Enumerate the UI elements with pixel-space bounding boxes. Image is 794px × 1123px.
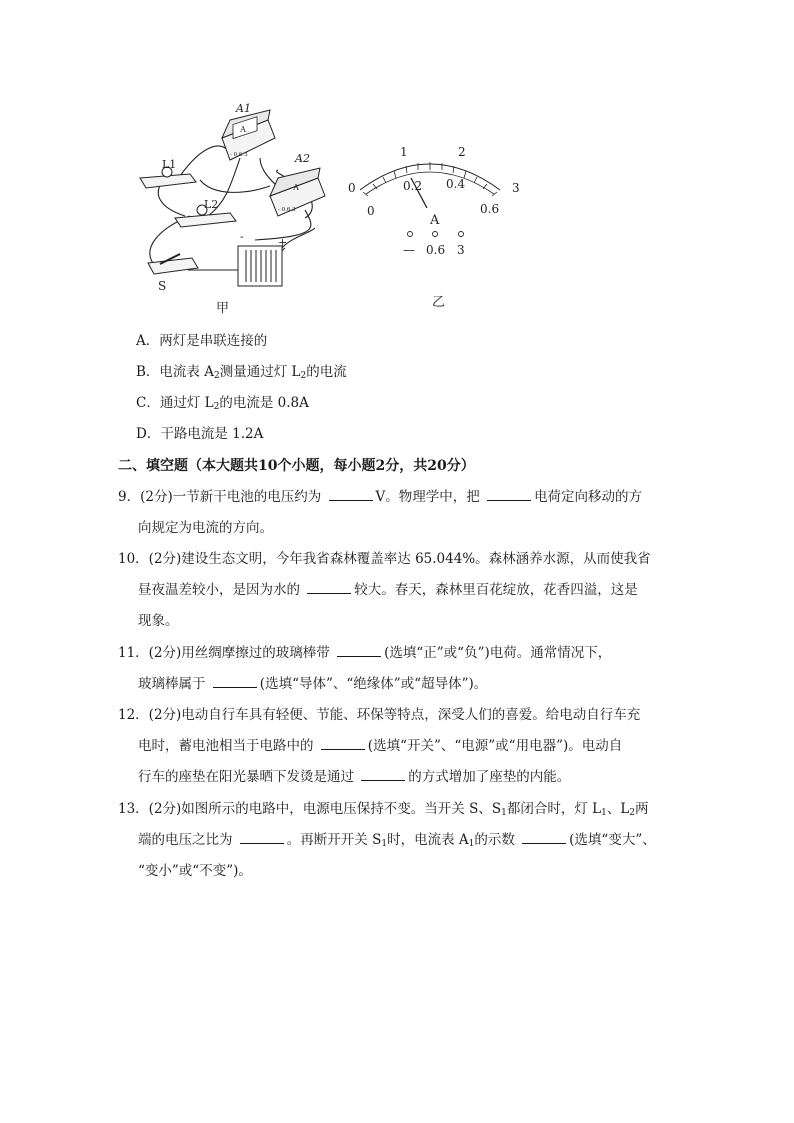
- q13-sub: 1: [601, 808, 607, 818]
- q12-text: (选填“开关”、“电源”或“用电器”)。电动自: [367, 738, 623, 754]
- q12-text: 12．(2分)电动自行车具有轻便、节能、环保等特点，深受人们的喜爱。给电动自行车充: [118, 707, 641, 723]
- caption-right: 乙: [432, 295, 446, 310]
- answer-blank[interactable]: [361, 766, 405, 781]
- q12-text: 行车的座垫在阳光暴晒下发烫是通过: [138, 769, 354, 785]
- option-d[interactable]: [136, 423, 347, 454]
- q9-text: V。物理学中，把: [375, 489, 480, 505]
- ammeter-a2-face-letter: A: [293, 183, 299, 192]
- option-b-text: B．电流表 A: [136, 364, 214, 380]
- section-title: 二、填空题（本大题共10个小题，每小题2分，共20分）: [118, 458, 475, 474]
- q13-sub: 2: [629, 808, 636, 818]
- option-c-text-end: 的电流是 0.8A: [219, 395, 309, 411]
- answer-options: [136, 330, 347, 454]
- q12-text: 电时，蓄电池相当于电路中的: [138, 738, 314, 754]
- q9-text: 向规定为电流的方向。: [138, 520, 273, 536]
- q11-text: (选填“正”或“负”)电荷。通常情况下，: [384, 645, 612, 661]
- dial-inner-tick-0: 0: [367, 204, 375, 218]
- lamp-l2-label: L2: [204, 198, 219, 211]
- answer-blank[interactable]: [522, 829, 566, 844]
- option-b-sub: 2: [300, 371, 307, 381]
- option-c[interactable]: [136, 392, 347, 423]
- answer-blank[interactable]: [321, 735, 365, 750]
- q13-text: 。再断开开关 S: [286, 832, 382, 848]
- q13-sub: 1: [381, 839, 388, 849]
- dial-inner-tick-1: 0.2: [403, 179, 423, 193]
- dial-terminal-minus: —: [403, 243, 415, 257]
- q13-sub: 1: [501, 808, 507, 818]
- question-9: [118, 482, 708, 544]
- q10-text: 昼夜温差较小，是因为水的: [138, 582, 300, 598]
- q9-text: 电荷定向移动的方: [534, 489, 643, 505]
- answer-blank[interactable]: [213, 673, 257, 688]
- option-c-sub: 2: [213, 402, 220, 412]
- answer-blank[interactable]: [487, 486, 531, 501]
- q10-text: 较大。春天，森林里百花绽放，花香四溢，这是: [354, 582, 638, 598]
- question-13: [118, 794, 708, 887]
- battery-minus: -: [240, 230, 244, 243]
- ammeter-dial: [348, 145, 520, 257]
- q13-sub: 1: [468, 839, 475, 849]
- answer-blank[interactable]: [337, 642, 381, 657]
- ammeter-a2-terminals: - 0.6 3: [278, 207, 296, 213]
- battery-plus: +: [278, 236, 288, 249]
- q10-text: 10．(2分)建设生态文明，今年我省森林覆盖率达 65.044%。森林涵养水源，从而使我省: [118, 551, 651, 567]
- option-b-text-end: 的电流: [306, 364, 347, 380]
- dial-inner-tick-2: 0.4: [446, 177, 466, 191]
- circuit-figure-svg: [130, 98, 550, 320]
- dial-terminal-3: 3: [457, 243, 465, 257]
- ammeter-a1-label: A1: [236, 102, 251, 115]
- option-a-text: A．两灯是串联连接的: [136, 333, 268, 349]
- q12-text: 的方式增加了座垫的内能。: [408, 769, 571, 785]
- ammeter-a2: [270, 152, 325, 216]
- q11-text: 11．(2分)用丝绸摩擦过的玻璃棒带: [118, 645, 330, 661]
- q10-text: 现象。: [138, 613, 179, 629]
- wire: [180, 146, 230, 176]
- ammeter-a2-label: A2: [295, 152, 310, 165]
- answer-blank[interactable]: [240, 829, 284, 844]
- battery: [238, 230, 287, 286]
- q13-text: 端的电压之比为: [138, 832, 233, 848]
- ammeter-a1-terminals: - 0.6 3: [230, 152, 248, 158]
- q13-text: 两: [635, 801, 649, 817]
- lamp-l1: [140, 158, 196, 188]
- caption-left: 甲: [216, 301, 230, 316]
- dial-outer-tick-2: 2: [458, 145, 466, 159]
- switch-s: [148, 254, 198, 293]
- option-b[interactable]: [136, 361, 347, 392]
- q13-text: 、L: [606, 801, 630, 817]
- switch-label: S: [158, 279, 167, 293]
- option-b-sub: 2: [213, 371, 220, 381]
- lamp-l1-label: L1: [162, 158, 177, 171]
- answer-blank[interactable]: [307, 579, 351, 594]
- question-11: [118, 638, 708, 700]
- option-d-text: D．干路电流是 1.2A: [136, 426, 264, 442]
- dial-outer-tick-3: 3: [512, 181, 520, 195]
- dial-outer-tick-0: 0: [348, 181, 356, 195]
- question-10: [118, 544, 708, 637]
- q9-text: 9．(2分)一节新干电池的电压约为: [118, 489, 322, 505]
- dial-outer-tick-1: 1: [400, 145, 408, 159]
- circuit-figure: [130, 98, 550, 320]
- answer-blank[interactable]: [329, 486, 373, 501]
- ammeter-a1-face-letter: A: [240, 125, 246, 134]
- q13-text: 时，电流表 A: [387, 832, 469, 848]
- q13-text: “变小”或“不变”)。: [138, 863, 252, 879]
- q13-text: 都闭合时，灯 L: [506, 801, 602, 817]
- lamp-l2: [175, 198, 236, 227]
- option-b-text-mid: 测量通过灯 L: [219, 364, 301, 380]
- q13-text: (选填“变大”、: [569, 832, 656, 848]
- option-c-text: C．通过灯 L: [136, 395, 214, 411]
- q13-text: 13．(2分)如图所示的电路中，电源电压保持不变。当开关 S、S: [118, 801, 502, 817]
- q11-text: (选填“导体”、“绝缘体”或“超导体”)。: [259, 676, 488, 692]
- dial-unit: A: [430, 213, 440, 228]
- dial-terminal-0-6: 0.6: [426, 243, 446, 257]
- q11-text: 玻璃棒属于: [138, 676, 206, 692]
- dial-inner-tick-3: 0.6: [480, 202, 500, 216]
- ammeter-a1: [222, 102, 275, 160]
- q13-text: 的示数: [474, 832, 515, 848]
- question-12: [118, 700, 708, 793]
- option-a[interactable]: [136, 330, 347, 361]
